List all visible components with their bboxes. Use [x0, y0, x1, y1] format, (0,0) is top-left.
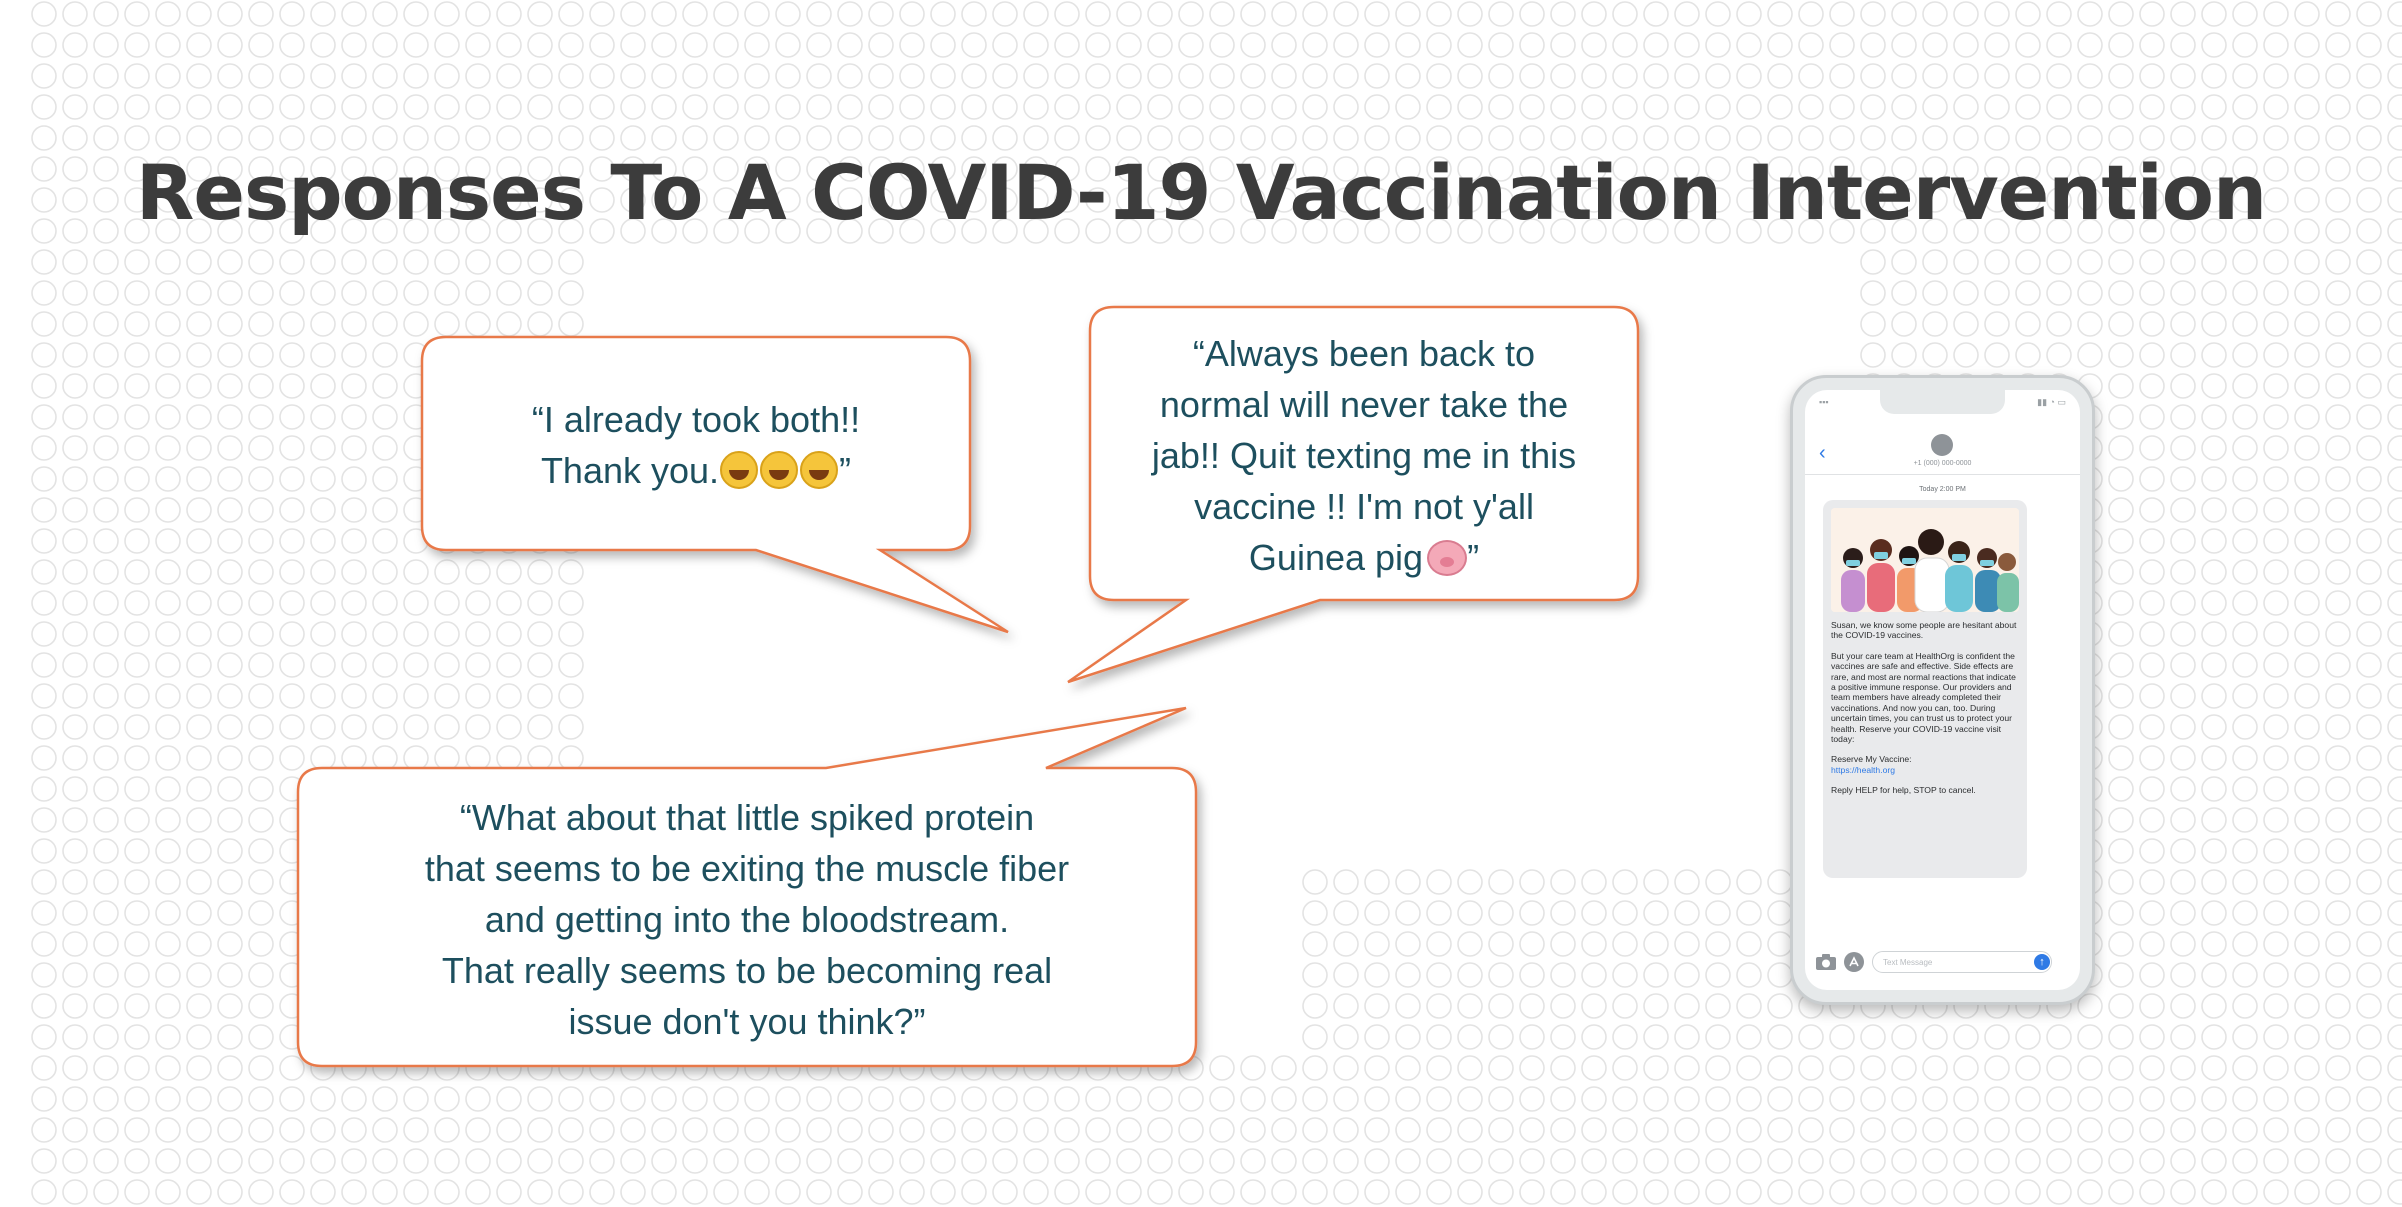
phone-notch — [1880, 390, 2005, 414]
contact-number: +1 (000) 000-0000 — [1913, 460, 1972, 467]
quote-3 — [298, 792, 1196, 1047]
quote-2-line-1: “Always been back to — [1192, 333, 1536, 374]
quote-3-line-4: That really seems to be becoming real — [441, 950, 1053, 991]
quote-3-line-1: “What about that little spiked protein — [459, 797, 1035, 838]
healthcare-workers-illustration — [1831, 508, 2019, 612]
message-paragraph-1: Susan, we know some people are hesitant about the COVID-19 vaccines. — [1831, 620, 2017, 641]
quote-2-line-2: normal will never take the — [1159, 384, 1569, 425]
star-struck-emoji — [760, 451, 798, 489]
signal-wifi-battery-icon: ▮▮ ◔ ▭ — [2037, 397, 2066, 407]
camera-icon[interactable] — [1815, 953, 1837, 971]
quote-2-line-5 — [1090, 532, 1638, 583]
quote-2 — [1090, 328, 1638, 583]
status-time: ▪▪▪ — [1819, 397, 1829, 407]
message-bubble — [1823, 500, 2027, 878]
send-arrow-icon[interactable]: ↑ — [2034, 954, 2050, 970]
reserve-link[interactable]: https://health.org — [1831, 764, 1896, 775]
header-divider — [1805, 474, 2080, 475]
phone-mockup — [1790, 375, 2095, 1005]
quote-3-line-2: that seems to be exiting the muscle fiber — [424, 848, 1070, 889]
back-chevron-icon[interactable]: ‹ — [1819, 442, 1826, 464]
reserve-label: Reserve My Vaccine: — [1831, 754, 1912, 765]
quote-2-line-3: jab!! Quit texting me in this — [1151, 435, 1577, 476]
page-title: Responses To A COVID-19 Vaccination Intervention — [135, 148, 2267, 237]
quote-3-line-3: and getting into the bloodstream. — [484, 899, 1010, 940]
quote-1 — [422, 394, 970, 496]
message-paragraph-2: But your care team at HealthOrg is confident the vaccines are safe and effective. Side effects are rare, and most are normal reactions that indicate a positive immune response. Our providers and team members have already completed their vaccinations. And now you can, too. During uncertain times, you can trust us to protect your health. Reserve your COVID-19 vaccine visit today: — [1831, 650, 2016, 745]
app-store-icon[interactable] — [1843, 951, 1865, 973]
quote-2-close: ” — [1467, 537, 1480, 578]
quote-1-line-2 — [422, 445, 970, 496]
quote-2-line-5-text: Guinea pig — [1248, 537, 1424, 578]
star-struck-emoji — [800, 451, 838, 489]
quote-1-line-2-text: Thank you. — [540, 450, 720, 491]
message-input[interactable]: Text Message — [1872, 951, 2052, 973]
contact-avatar-icon[interactable] — [1931, 434, 1953, 456]
message-timestamp: Today 2:00 PM — [1919, 486, 1966, 493]
pig-face-emoji — [1427, 540, 1467, 576]
star-struck-emoji — [720, 451, 758, 489]
phone-screen — [1805, 390, 2080, 990]
quote-1-close: ” — [839, 450, 852, 491]
quote-2-line-4: vaccine !! I'm not y'all — [1194, 486, 1534, 527]
quote-3-line-5: issue don't you think?” — [568, 1001, 926, 1042]
message-footer: Reply HELP for help, STOP to cancel. — [1831, 785, 1976, 796]
message-text — [1831, 620, 2021, 806]
quote-1-line-1: “I already took both!! — [531, 399, 861, 440]
